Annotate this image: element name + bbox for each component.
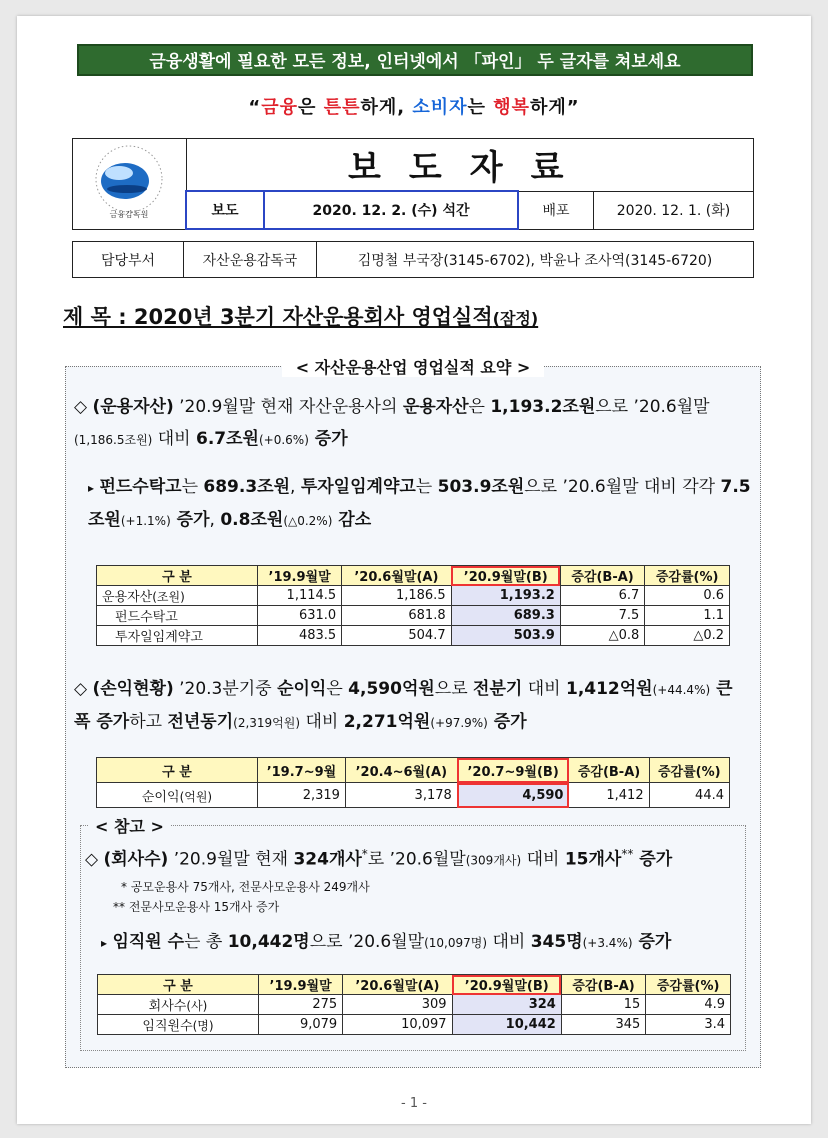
table-cell: 345 — [561, 1015, 645, 1035]
table-header: ’20.6월말(A) — [343, 975, 452, 995]
summary-box — [65, 358, 761, 1068]
table-cell: △0.8 — [560, 626, 644, 646]
slogan-quote-close: ” — [566, 97, 580, 118]
para-small: (+3.4%) — [582, 936, 633, 950]
table-cell: 309 — [343, 995, 452, 1015]
para-bold: 345명 — [530, 932, 583, 952]
table-cell: 1.1 — [645, 606, 730, 626]
document-page — [17, 16, 811, 1124]
para-bold: 증가 — [170, 510, 210, 530]
summary-assets-paragraph — [74, 391, 754, 456]
para-sup: ** — [621, 847, 634, 861]
row-label — [97, 783, 258, 808]
table-header: 증감(B-A) — [560, 566, 644, 586]
dept-name: 자산운용감독국 — [184, 242, 317, 278]
para-bold: 15개사 — [564, 849, 622, 870]
diamond-bullet-icon: ◇ — [74, 397, 88, 417]
row-label — [98, 1015, 259, 1035]
slogan-quote-open: “ — [248, 97, 262, 118]
table-cell: 483.5 — [258, 626, 342, 646]
para-text: , — [290, 477, 301, 497]
dept-label: 담당부서 — [73, 242, 184, 278]
row-unit: (명) — [192, 1019, 214, 1033]
row-label-text: 운용자산 — [102, 590, 153, 605]
fss-logo — [73, 139, 187, 230]
para-bold: 순이익 — [277, 679, 327, 699]
para-bold: 감소 — [332, 510, 372, 530]
footnote: ** 전문사모운용사 15개사 증가 — [113, 900, 280, 914]
slogan-word: 소비자 — [412, 97, 468, 118]
table-header: 증감률(%) — [649, 758, 729, 783]
para-text: ’20.9월말 현재 자산운용사의 — [173, 397, 403, 417]
para-text: 대비 — [521, 849, 565, 870]
para-text: 대비 — [487, 932, 531, 952]
para-text: 으로 ’20.6월말 — [595, 397, 710, 417]
row-label-text: 순이익 — [141, 789, 180, 805]
table-header: 구 분 — [98, 975, 259, 995]
slogan-text: 는 — [467, 97, 494, 118]
department-table — [72, 241, 754, 278]
para-head: (운용자산) — [92, 397, 174, 417]
para-bold: 7.5조원 — [88, 477, 751, 530]
para-bold: 운용자산 — [402, 397, 469, 417]
page-number: - 1 - — [401, 1096, 427, 1111]
slogan-word: 금융 — [261, 97, 299, 118]
para-text: 는 — [415, 477, 438, 497]
table-cell: 10,097 — [343, 1015, 452, 1035]
row-label: 펀드수탁고 — [97, 606, 258, 626]
table-cell: 1,114.5 — [258, 586, 342, 606]
para-bold: 2,271억원 — [343, 712, 431, 732]
para-bold: 증가 — [487, 712, 527, 732]
table-header: 증감(B-A) — [569, 758, 649, 783]
reference-staff-paragraph — [101, 926, 745, 959]
table-cell: 275 — [259, 995, 343, 1015]
press-header-table — [72, 138, 754, 230]
table-cell: 9,079 — [259, 1015, 343, 1035]
row-unit: (조원) — [152, 590, 185, 604]
table-row — [97, 586, 730, 606]
diamond-bullet-icon: ◇ — [85, 849, 99, 870]
table-cell-highlight: 689.3 — [451, 606, 560, 626]
row-label: 투자일임계약고 — [97, 626, 258, 646]
para-small: (309개사) — [465, 853, 522, 868]
row-label-text: 회사수 — [148, 999, 187, 1014]
para-bold: 6.7조원 — [196, 429, 259, 449]
distribute-date: 2020. 12. 1. (화) — [594, 191, 754, 229]
table-cell: 44.4 — [649, 783, 729, 808]
para-bold: 324개사 — [293, 849, 362, 870]
para-bold: 펀드수탁고 — [99, 477, 182, 497]
release-date: 2020. 12. 2. (수) 석간 — [264, 191, 518, 229]
para-text: 대비 — [300, 712, 344, 732]
table-row — [98, 1015, 731, 1035]
table-cell: 15 — [561, 995, 645, 1015]
table-header: 증감률(%) — [645, 566, 730, 586]
para-bold: 증가 — [632, 932, 672, 952]
press-title: 보도자료 — [186, 139, 754, 192]
summary-fund-paragraph — [88, 471, 752, 537]
table-cell: 504.7 — [342, 626, 451, 646]
table-row — [97, 606, 730, 626]
para-text: , — [209, 510, 221, 530]
table-cell-highlight: 503.9 — [451, 626, 560, 646]
table-header: ’19.7~9월 — [258, 758, 346, 783]
para-bold: 임직원 수 — [112, 932, 185, 952]
table-header: ’20.4~6월(A) — [345, 758, 457, 783]
para-text: 는 — [181, 477, 204, 497]
table-cell: 681.8 — [342, 606, 451, 626]
para-bold: 투자일임계약고 — [300, 477, 416, 497]
table-header: ’20.7~9월(B) — [457, 758, 569, 783]
table-header: ’19.9월말 — [258, 566, 342, 586]
reference-companies-paragraph — [85, 838, 745, 877]
table-cell: 631.0 — [258, 606, 342, 626]
release-label: 보도 — [186, 191, 264, 229]
table-header: ’20.9월말(B) — [452, 975, 561, 995]
para-bold: 증가 — [308, 429, 348, 449]
para-text: 는 총 — [184, 932, 228, 952]
summary-profit-paragraph — [74, 673, 754, 739]
para-text: ’20.3분기중 — [173, 679, 278, 699]
logo-text: 금융감독원 — [109, 209, 149, 219]
para-bold: 10,442명 — [227, 932, 310, 952]
para-bold: 증가 — [633, 849, 673, 870]
profit-table — [96, 757, 730, 808]
slogan-word: 튼튼 — [323, 97, 361, 118]
para-text: 으로 — [434, 679, 474, 699]
para-bold: 0.8조원 — [220, 510, 284, 530]
subject-suffix: (잠정) — [492, 309, 539, 328]
para-sup: * — [361, 847, 368, 861]
table-cell: 6.7 — [560, 586, 644, 606]
para-small: (10,097명) — [424, 936, 488, 950]
summary-title — [66, 355, 760, 378]
slogan-text: 하게 — [529, 97, 567, 118]
row-label — [98, 995, 259, 1015]
table-header: 증감률(%) — [646, 975, 731, 995]
table-cell-highlight: 324 — [452, 995, 561, 1015]
table-header: 구 분 — [97, 566, 258, 586]
fine-banner: 금융생활에 필요한 모든 정보, 인터넷에서 「파인」 두 글자를 쳐보세요 — [77, 44, 753, 76]
summary-title-text: < 자산운용산업 영업실적 요약 > — [282, 358, 545, 377]
para-head: (손익현황) — [92, 679, 174, 699]
slogan-text: 은 — [298, 97, 324, 118]
row-label — [97, 586, 258, 606]
table-cell-highlight: 1,193.2 — [451, 586, 560, 606]
row-label-text: 임직원수 — [142, 1019, 193, 1034]
triangle-bullet-icon: ▸ — [101, 936, 108, 950]
dept-contacts: 김명철 부국장(3145-6702), 박윤나 조사역(3145-6720) — [317, 242, 754, 278]
fss-emblem-icon — [79, 143, 179, 221]
para-small: (+1.1%) — [120, 514, 171, 528]
assets-table — [96, 565, 730, 646]
para-small: (1,186.5조원) — [74, 433, 153, 447]
table-cell: 1,412 — [569, 783, 649, 808]
para-bold: 1,412억원 — [565, 679, 653, 699]
para-text: 대비 — [522, 679, 566, 699]
para-text: 대비 — [152, 429, 197, 449]
reference-title: < 참고 > — [89, 814, 170, 837]
table-cell: 7.5 — [560, 606, 644, 626]
para-text: 으로 ’20.6월말 — [309, 932, 425, 952]
slogan-text: 하게, — [360, 97, 413, 118]
para-text: ’20.9월말 현재 — [168, 849, 294, 870]
table-cell: 3,178 — [345, 783, 457, 808]
triangle-bullet-icon: ▸ — [88, 481, 95, 495]
subject-text: 제 목 : 2020년 3분기 자산운용회사 영업실적 — [63, 305, 493, 329]
para-small: (+97.9%) — [430, 716, 488, 730]
table-header: 구 분 — [97, 758, 258, 783]
table-header: ’20.6월말(A) — [342, 566, 451, 586]
table-cell: 3.4 — [646, 1015, 731, 1035]
para-bold: 4,590억원 — [348, 679, 435, 699]
para-text: 로 ’20.6월말 — [367, 849, 466, 870]
para-text: 은 — [326, 679, 349, 699]
para-text: 으로 ’20.6월말 대비 각각 — [524, 477, 721, 497]
row-unit: (억원) — [179, 789, 213, 804]
table-row — [98, 995, 731, 1015]
reference-box — [80, 817, 746, 1051]
table-header: ’20.9월말(B) — [451, 566, 560, 586]
subject-title — [63, 301, 538, 331]
table-cell-highlight: 10,442 — [452, 1015, 561, 1035]
table-header: ’19.9월말 — [259, 975, 343, 995]
table-cell: △0.2 — [645, 626, 730, 646]
row-unit: (사) — [186, 999, 208, 1013]
para-small: (△0.2%) — [283, 514, 333, 528]
table-cell: 1,186.5 — [342, 586, 451, 606]
para-bold: 503.9조원 — [437, 477, 525, 497]
table-cell: 0.6 — [645, 586, 730, 606]
para-small: (2,319억원) — [233, 716, 301, 730]
para-bold: 전분기 — [473, 679, 523, 699]
table-row — [97, 783, 730, 808]
table-cell-highlight: 4,590 — [457, 783, 569, 808]
footnote: * 공모운용사 75개사, 전문사모운용사 249개사 — [121, 880, 370, 894]
para-bold: 큰 폭 증가 — [74, 679, 733, 732]
slogan-word: 행복 — [493, 97, 530, 118]
para-text: 은 — [468, 397, 491, 417]
para-small: (+0.6%) — [258, 433, 309, 447]
distribute-label: 배포 — [518, 191, 594, 229]
para-head: (회사수) — [103, 849, 169, 870]
diamond-bullet-icon: ◇ — [74, 679, 88, 699]
para-bold: 689.3조원 — [203, 477, 291, 497]
table-header: 증감(B-A) — [561, 975, 645, 995]
table-cell: 2,319 — [258, 783, 346, 808]
para-text: 하고 — [129, 712, 168, 732]
table-row — [97, 626, 730, 646]
slogan — [17, 93, 811, 119]
table-cell: 4.9 — [646, 995, 731, 1015]
para-bold: 전년동기 — [167, 712, 234, 732]
para-bold: 1,193.2조원 — [490, 397, 596, 417]
companies-staff-table — [97, 974, 731, 1035]
para-small: (+44.4%) — [652, 683, 711, 697]
